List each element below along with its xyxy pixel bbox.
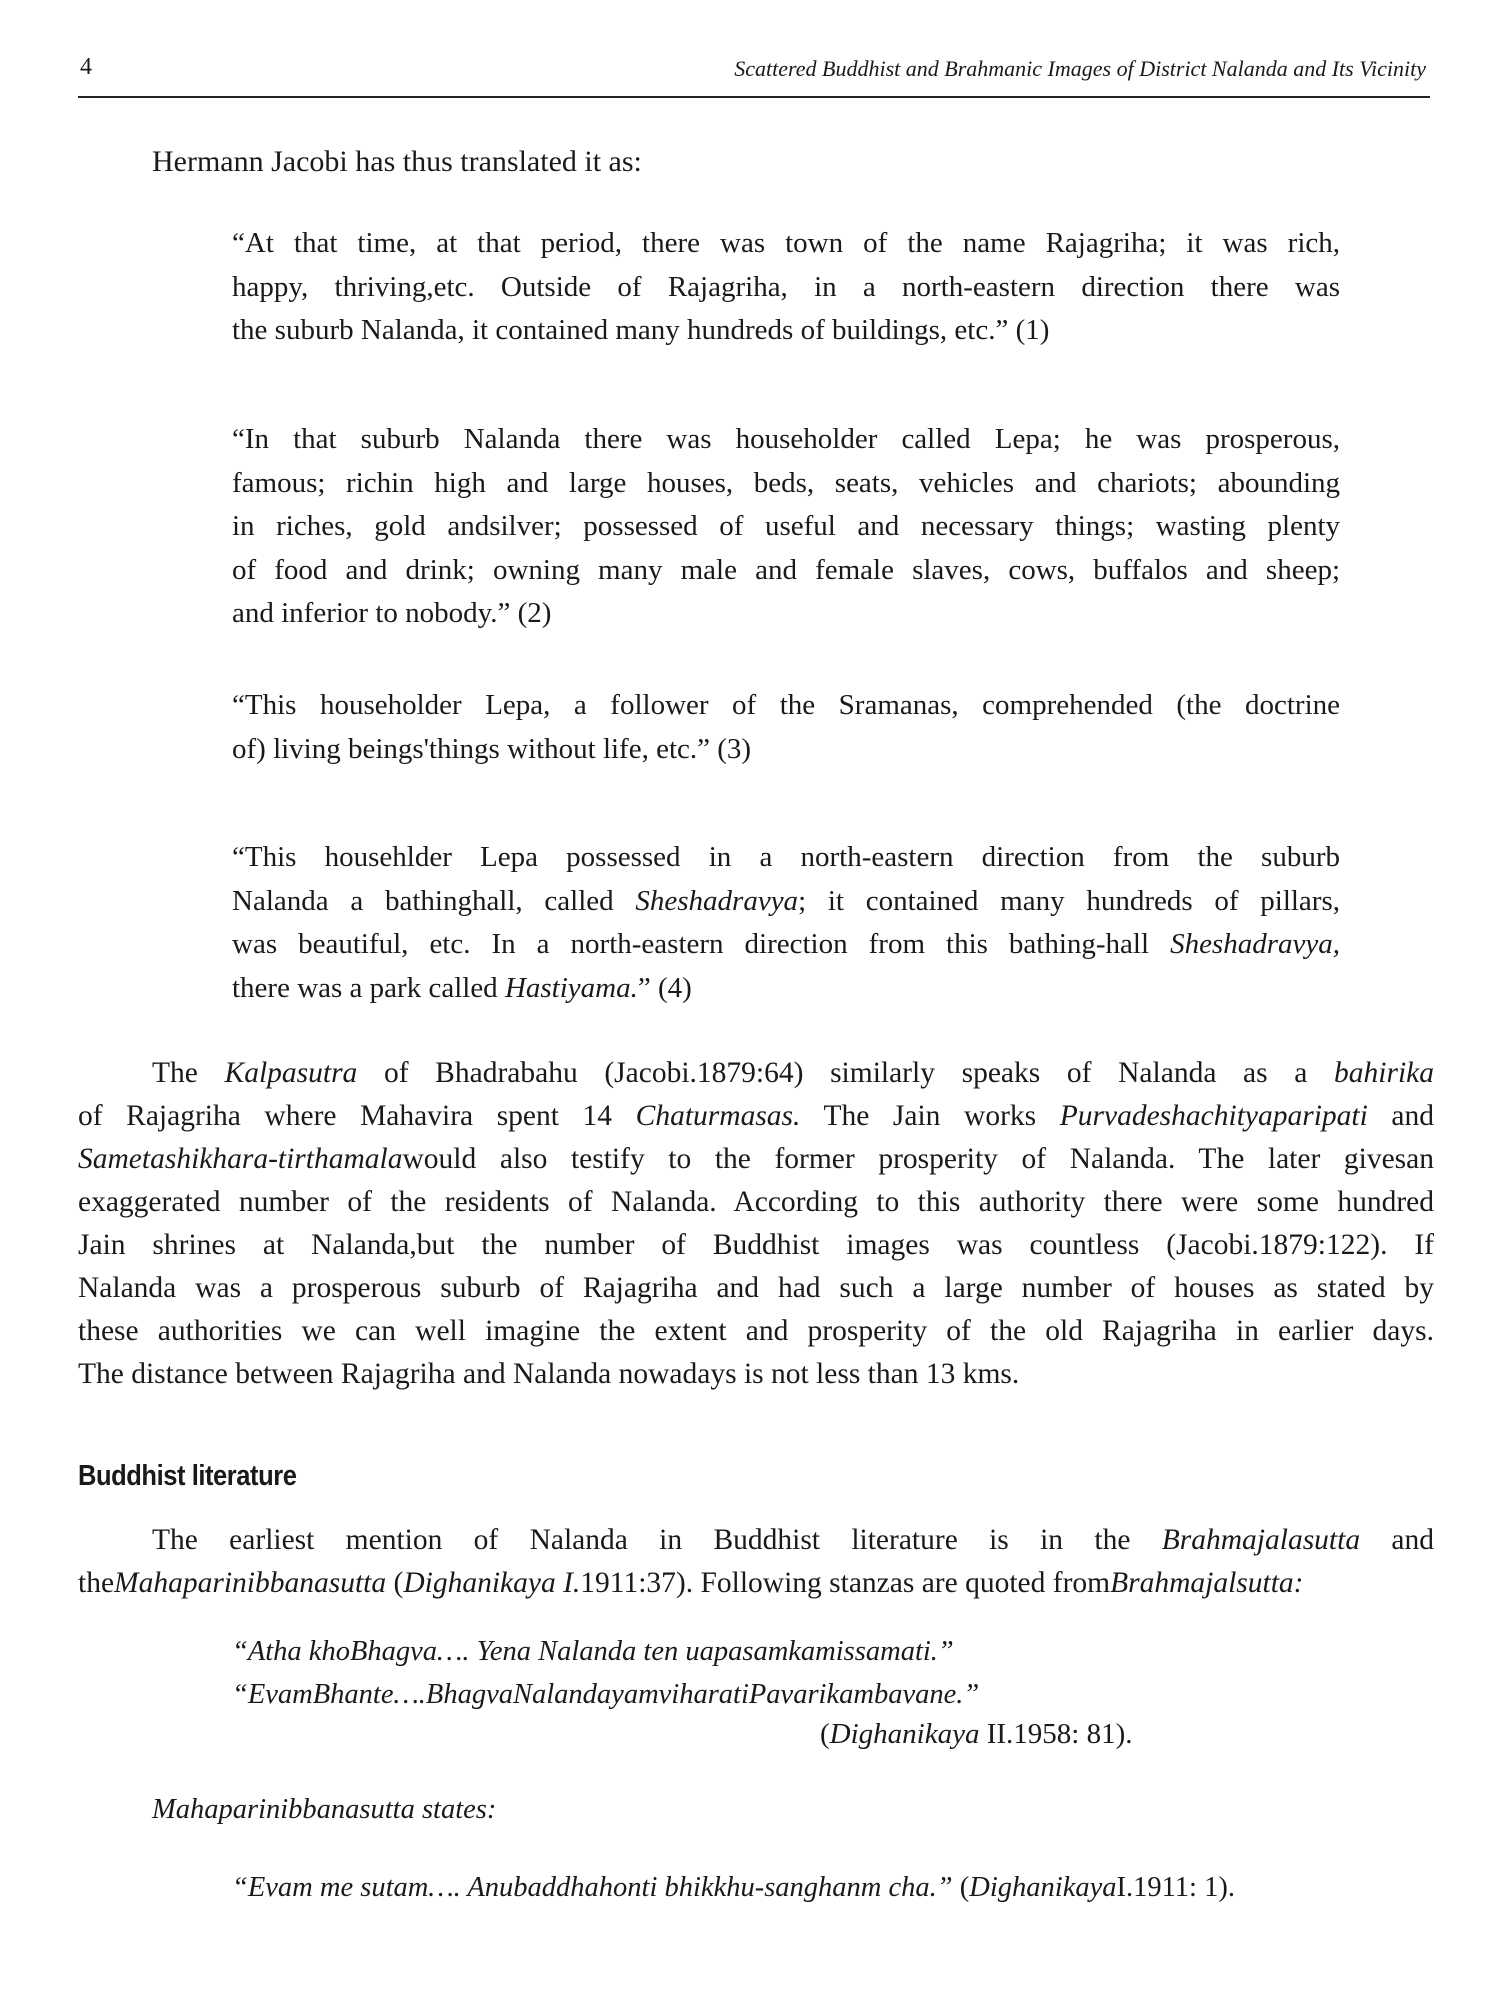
quote-line: “This householder Lepa, a follower of the Sramanas, comprehended (the doctrine <box>232 689 1340 721</box>
text-run: Nalanda a bathinghall, called <box>232 884 636 917</box>
italic-term: Dighanikaya <box>969 1872 1117 1903</box>
italic-term: Brahmajalasutta <box>1161 1524 1361 1556</box>
text-run: ( <box>952 1872 970 1903</box>
para-line <box>78 1562 1434 1605</box>
quote-line: the suburb Nalanda, it contained many hundreds of buildings, etc.” (1) <box>232 314 1050 346</box>
quote-line: of food and drink; owning many male and female slaves, cows, buffalos and sheep; <box>232 553 1340 586</box>
para-line: exaggerated number of the residents of Nalanda. According to this authority there were some hundred <box>78 1186 1434 1218</box>
final-quote <box>232 1872 1235 1904</box>
stanza-line: “EvamBhante….BhagvaNalandayamviharatiPavarikambavane.” <box>232 1679 980 1710</box>
stanza-line: “Atha khoBhagva…. Yena Nalanda ten uapasamkamissamati.” <box>232 1636 954 1667</box>
quote-line <box>232 923 1340 967</box>
quote-2 <box>232 418 1340 636</box>
para-line <box>78 1138 1434 1181</box>
quote-line: “In that suburb Nalanda there was householder called Lepa; he was prosperous, <box>232 423 1340 455</box>
text-run: The <box>152 1057 225 1089</box>
running-title: Scattered Buddhist and Brahmanic Images of District Nalanda and Its Vicinity <box>734 56 1426 81</box>
text-run: of Rajagriha where Mahavira spent 14 <box>78 1100 636 1132</box>
text-run: and <box>1367 1100 1434 1132</box>
text-run: ” (4) <box>637 971 692 1004</box>
text-run: II.1958: 81). <box>979 1718 1133 1750</box>
quote-3 <box>232 684 1340 771</box>
text-run: was beautiful, etc. In a north-eastern direction from this bathing-hall <box>232 928 1171 960</box>
italic-term: Sheshadravya <box>635 884 799 917</box>
para-line <box>78 1052 1434 1095</box>
quote-line: happy, thriving,etc. Outside of Rajagriha, in a north-eastern direction there was <box>232 270 1340 303</box>
italic-term: Purvadeshachityaparipati <box>1059 1100 1368 1132</box>
quote-line: of) living beings'things without life, etc.” (3) <box>232 732 752 765</box>
text-run: 1911:37). Following stanzas are quoted from <box>580 1567 1111 1599</box>
text-run: would also testify to the former prosperity of Nalanda. The later givesan <box>402 1143 1434 1175</box>
italic-term: Sametashikhara-tirthamala <box>78 1143 403 1175</box>
pali-stanzas <box>232 1630 1412 1716</box>
italic-term: Dighanikaya I. <box>403 1567 581 1599</box>
quote-line: “This househlder Lepa possessed in a north-eastern direction from the suburb <box>232 841 1340 873</box>
para-line: these authorities we can well imagine the extent and prosperity of the old Rajagriha in earlier days. <box>78 1315 1434 1347</box>
text-run: The Jain works <box>800 1100 1060 1132</box>
text-run: of Bhadrabahu (Jacobi.1879:64) similarly speaks of Nalanda as a <box>357 1057 1335 1089</box>
quote-line: and inferior to nobody.” (2) <box>232 597 552 629</box>
para-line <box>78 1095 1434 1138</box>
stanza-citation <box>820 1718 1133 1751</box>
quote-line <box>232 967 1340 1011</box>
italic-term: Hastiyama. <box>504 971 638 1004</box>
para-line: The distance between Rajagriha and Nalanda nowadays is not less than 13 kms. <box>78 1358 1020 1390</box>
text-run: ( <box>820 1718 830 1750</box>
para-line <box>78 1519 1434 1562</box>
quote-line: famous; richin high and large houses, beds, seats, vehicles and chariots; abounding <box>232 466 1340 499</box>
intro-line: Hermann Jacobi has thus translated it as: <box>152 145 642 178</box>
italic-term: Dighanikaya <box>829 1718 980 1750</box>
sub-intro-line: Mahaparinibbanasutta states: <box>152 1794 497 1825</box>
text-run: there was a park called <box>232 971 505 1004</box>
italic-term: “Evam me sutam…. Anubaddhahonti bhikkhu-sanghanm cha.” <box>232 1872 953 1903</box>
quote-1 <box>232 222 1340 353</box>
text-run: the <box>78 1567 115 1599</box>
section-heading: Buddhist literature <box>78 1460 297 1492</box>
quote-line: “At that time, at that period, there was town of the name Rajagriha; it was rich, <box>232 227 1340 259</box>
page-header <box>78 50 1430 98</box>
italic-term: Mahaparinibbanasutta <box>114 1567 387 1599</box>
text-run: ; it contained many hundreds of pillars, <box>798 884 1340 917</box>
text-run: The earliest mention of Nalanda in Buddhist literature is in the <box>152 1524 1162 1556</box>
quote-4 <box>232 836 1340 1010</box>
page-number: 4 <box>80 54 92 80</box>
para-line: Jain shrines at Nalanda,but the number of Buddhist images was countless (Jacobi.1879:122). If <box>78 1229 1434 1261</box>
italic-term: Brahmajalsutta: <box>1110 1567 1304 1599</box>
italic-term: Chaturmasas. <box>635 1100 801 1132</box>
italic-term: Sheshadravya, <box>1170 928 1340 960</box>
italic-term: Kalpasutra <box>224 1057 358 1089</box>
quote-line <box>232 880 1340 924</box>
text-run: ( <box>386 1567 404 1599</box>
body-paragraph-jain <box>78 1052 1434 1396</box>
text-run: and <box>1360 1524 1434 1556</box>
text-run: I.1911: 1). <box>1116 1872 1235 1903</box>
body-paragraph-buddhist <box>78 1519 1434 1605</box>
para-line: Nalanda was a prosperous suburb of Rajagriha and had such a large number of houses as stated by <box>78 1272 1434 1304</box>
italic-term: bahirika <box>1334 1057 1434 1089</box>
quote-line: in riches, gold andsilver; possessed of useful and necessary things; wasting plenty <box>232 510 1340 542</box>
